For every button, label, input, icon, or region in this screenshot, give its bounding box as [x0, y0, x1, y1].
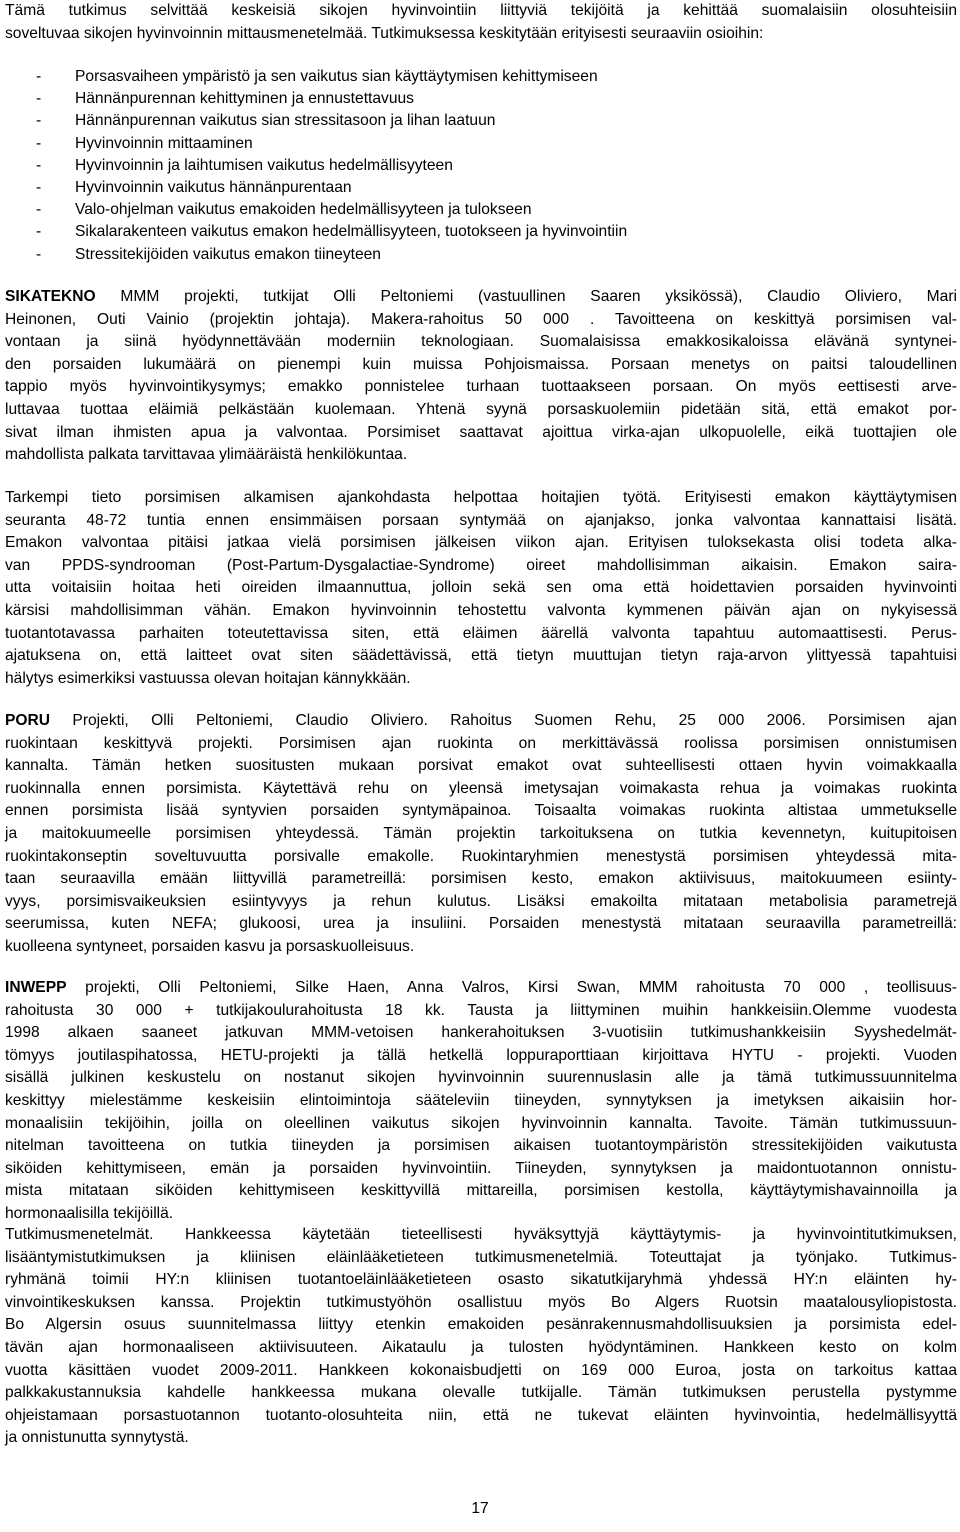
sikatekno-paragraph	[5, 286, 957, 467]
text-line: vuotta käsittäen vuodet 2009-2011. Hankkeen kokonaisbudjetti on 169 000 Euroa, josta on tarkoitus kattaa	[5, 1361, 957, 1379]
text-line: seuranta 48-72 tuntia ennen ensimmäisen porsaan syntymää on ajanjakso, jonka valvontaa kannattaisi lisätä.	[5, 511, 957, 529]
text-line: hälytys esimerkiksi vastuussa olevan hoitajan kännykkään.	[5, 669, 411, 687]
list-item-text: Valo-ohjelman vaikutus emakoiden hedelmällisyyteen ja tulokseen	[75, 201, 532, 219]
text-line: Bo Algersin osuus suunnitelmassa liittyy etenkin emakoiden pesänrakennusmahdollisuuksien ja porsimista edel-	[5, 1316, 957, 1334]
list-dash: -	[36, 201, 42, 219]
list-item-text: Hännänpurennan kehittyminen ja ennustettavuus	[75, 90, 414, 108]
text-line: vontaan ja siinä hyödynnettävään moderniin teknologiaan. Suomalaisissa emakkosikaloissa elävänä syntynei-	[5, 333, 957, 351]
list-item	[5, 221, 905, 243]
list-dash: -	[36, 90, 42, 108]
text-line: den porsaiden lukumäärä on pienempi kuin muissa Pohjoismaissa. Porsaan menetys on paitsi taloudellinen	[5, 355, 957, 373]
text-run: MMM projekti, tutkijat Olli Peltoniemi (vastuullinen Saaren yksikössä), Claudio Oliviero, Mari	[95, 288, 957, 305]
text-line: sivat ilman ihmisten apua ja valvontaa. Porsimiset saattavat ajoittua virka-ajan ulkopuolelle, eikä tuottajien ole	[5, 423, 957, 441]
text-line: utta voitaisiin hoitaa heti oireiden ilmaannuttua, jolloin sekä sen oma että hoidettavien porsaiden hyvinvointi	[5, 579, 957, 597]
text-line: kannalta. Tämän hetken suositusten mukaan porsivat emakot ovat suhteellisesti ottaen hyvin voimakkaalla	[5, 757, 957, 775]
list-item-text: Hyvinvoinnin mittaaminen	[75, 134, 253, 152]
text-line: ja onnistunutta synnytystä.	[5, 1429, 189, 1447]
project-name: INWEPP	[5, 979, 67, 996]
text-line	[5, 286, 957, 309]
list-item	[5, 155, 905, 177]
list-dash: -	[36, 68, 42, 85]
topic-list	[5, 66, 905, 266]
tarkempi-paragraph	[5, 487, 957, 690]
text-line: ruokinnalla ennen porsimista. Käytettävä rehu on yleensä imetysajan voimakasta rehua ja voimakas ruokinta	[5, 779, 957, 797]
text-line: siköiden kehittymiseen, emän ja porsaiden hyvinvointiin. Tiineyden, synnytyksen ja maidontuotannon onnistu-	[5, 1159, 957, 1177]
text-line: van PPDS-syndrooman (Post-Partum-Dysgalactiae-Syndrome) oireet mahdollisimman aikaisin. Emakon saira-	[5, 556, 957, 574]
poru-paragraph	[5, 710, 957, 959]
list-dash: -	[36, 179, 42, 197]
text-line: keskittyy mielestämme keskeisiin elintoimintoja sääteleviin tiineyden, synnytyksen ja imetyksen aikaisiin hor-	[5, 1091, 957, 1109]
text-line: rahoitusta 30 000 + tutkijakoulurahoitusta 18 kk. Tausta ja liittyminen muihin hankkeisiin.Olemme vuodesta	[5, 1001, 957, 1019]
text-line: sisällä julkinen keskustelu on nostanut sikojen hyvinvoinnin suurennuslasin alle ja tämä tutkimussuunnitelma	[5, 1069, 957, 1087]
text-line: mahdollista palkata tarvittavaa ylimääräistä henkilökuntaa.	[5, 446, 408, 464]
list-item-text: Stressitekijöiden vaikutus emakon tiineyteen	[75, 245, 381, 263]
list-dash: -	[36, 223, 42, 241]
list-item	[5, 199, 905, 221]
intro-paragraph	[5, 0, 957, 45]
text-line: ohjeistamaan porsastuotannon tuotanto-olosuhteita niin, että ne tukevat eläinten hyvinvointia, hedelmällisyyttä	[5, 1406, 957, 1424]
text-line: luttavaa tuottaa eläimiä pelkästään kuolemaan. Yhtenä syynä porsaskuolemiin pidetään sitä, että emakot por-	[5, 400, 957, 418]
list-item-text: Sikalarakenteen vaikutus emakon hedelmällisyyteen, tuotokseen ja hyvinvointiin	[75, 223, 628, 241]
text-line: kärsisi mahdollisimman vähän. Emakon hyvinvoinnin tehostettu valvonta kymmenen päivän ajan on nykyisessä	[5, 601, 957, 619]
inwepp-paragraph	[5, 977, 957, 1226]
text-line: Tämä tutkimus selvittää keskeisiä sikojen hyvinvointiin liittyviä tekijöitä ja kehittää suomalaisiin olosuhteisiin	[5, 2, 957, 19]
text-line: seerumissa, kuten NEFA; glukoosi, urea ja insuliini. Porsaiden menestystä mitataan seuraavilla parametreillä:	[5, 915, 957, 933]
list-item	[5, 244, 905, 266]
text-line: lisääntymistutkimuksen ja kliinisen eläinlääketieteen tutkimusmenetelmiä. Toteuttajat ja työnjako. Tutkimus-	[5, 1248, 957, 1266]
text-line: tappio myös hyvinvointikysymys; emakko ponnistelee turhaan tuottaakseen porsaan. On myös eettisesti arve-	[5, 378, 957, 396]
list-item	[5, 110, 905, 132]
text-line: Tutkimusmenetelmät. Hankkeessa käytetään tieteellisesti hyväksyttyjä käyttäytymis- ja hyvinvointitutkimuksen,	[5, 1226, 957, 1243]
text-line: ryhmänä toimii HY:n kliinisen tuotantoeläinlääketieteen osasto sikatutkijaryhmä yhdessä HY:n eläinten hy-	[5, 1271, 957, 1289]
list-item-text: Hyvinvoinnin vaikutus hännänpurentaan	[75, 179, 352, 197]
text-line: palkkakustannuksia kahdelle hankkeessa mukana olevalle tutkijalle. Tämän tutkimuksen perustella pystymme	[5, 1384, 957, 1402]
project-name: PORU	[5, 712, 51, 729]
text-line: soveltuvaa sikojen hyvinvoinnin mittausmenetelmää. Tutkimuksessa keskitytään erityisesti seuraaviin osioihin:	[5, 24, 764, 42]
list-dash: -	[36, 245, 42, 263]
text-line: monaalisiin tekijöihin, joilla on oleellinen vaikutus sikojen hyvinvoinnin kannalta. Tavoite. Tämän tutkimussuun-	[5, 1114, 957, 1132]
menetelmat-paragraph	[5, 1224, 957, 1450]
text-line	[5, 977, 957, 1000]
text-line: Heinonen, Outi Vainio (projektin johtaja). Makera-rahoitus 50 000 . Tavoitteena on keskittyä porsimisen val-	[5, 310, 957, 328]
list-item	[5, 66, 905, 88]
list-item-text: Hyvinvoinnin ja laihtumisen vaikutus hedelmällisyyteen	[75, 156, 453, 174]
project-name: SIKATEKNO	[5, 288, 96, 305]
text-line: vinvointikeskuksen kanssa. Projektin tutkimustyöhön osallistuu myös Bo Algers Ruotsin maatalousyliopistosta.	[5, 1293, 957, 1311]
text-line: tävän ajan hormonaaliseen aktiivisuuteen. Aikataulu ja tulosten hyödyntäminen. Hankkeen kesto on kolm	[5, 1338, 957, 1356]
list-item	[5, 88, 905, 110]
text-line: tuotantotavassa parhaiten toteutettavissa siten, että eläimen äärellä valvonta tapahtuu automaattisesti. Perus-	[5, 624, 957, 642]
list-item	[5, 133, 905, 155]
text-line: kuolleena syntyneet, porsaiden kasvu ja porsaskuolleisuus.	[5, 937, 415, 955]
list-item-text: Hännänpurennan vaikutus sian stressitasoon ja lihan laatuun	[75, 112, 496, 130]
text-line: ennen porsimista lisää syntyvien porsaiden syntymäpainoa. Toisaalta voimakas ruokinta altistaa ummetukselle	[5, 802, 957, 820]
list-item-text: Porsasvaiheen ympäristö ja sen vaikutus sian käyttäytymisen kehittymiseen	[75, 68, 598, 85]
text-line: Tarkempi tieto porsimisen alkamisen ajankohdasta helpottaa hoitajien työtä. Erityisesti emakon käyttäytymisen	[5, 489, 957, 506]
text-line: ruokintaan keskittyvä projekti. Porsimisen ajan ruokinta on merkittävässä roolissa porsimisen onnistumisen	[5, 734, 957, 752]
text-line	[5, 710, 957, 733]
page-number: 17	[471, 1500, 489, 1517]
list-dash: -	[36, 156, 42, 174]
text-line: hormonaalisilla tekijöillä.	[5, 1204, 174, 1222]
text-line: Emakon valvontaa pitäisi jatkaa vielä porsimisen jälkeisen viikon ajan. Erityisen tuloksekasta olisi todeta alka-	[5, 534, 957, 552]
text-line: tömyys joutilaspihatossa, HETU-projekti ja tällä hetkellä loppuraporttiaan kirjoittava HYTU - projekti. Vuoden	[5, 1046, 957, 1064]
text-run: projekti, Olli Peltoniemi, Silke Haen, Anna Valros, Kirsi Swan, MMM rahoitusta 70 000 , teollisuus-	[66, 979, 957, 996]
text-run: Projekti, Olli Peltoniemi, Claudio Oliviero. Rahoitus Suomen Rehu, 25 000 2006. Porsimisen ajan	[50, 712, 957, 729]
list-dash: -	[36, 134, 42, 152]
text-line: vyys, porsimisvaikeuksien esiintyvyys ja rehun kulutus. Lisäksi emakoilta mitataan metabolisia parametrejä	[5, 892, 957, 910]
text-line: ajatuksena on, että laitteet ovat siten säädettävissä, että tietyn muuttujan tietyn raja-arvon ylittyessä tapahtuisi	[5, 647, 957, 665]
text-line: taan seuraavilla emään liittyvillä parametreillä: porsimisen kesto, emakon aktiivisuus, maitokuumeen esiinty-	[5, 870, 957, 888]
text-line: 1998 alkaen saaneet jatkuvan MMM-vetoisen hankerahoituksen 3-vuotisiin tutkimushankkeisiin Syyshedelmät-	[5, 1024, 957, 1042]
text-line: ruokintakonseptin soveltuvuutta porsivalle emakolle. Ruokintaryhmien menestystä porsimisen yhteydessä mita-	[5, 847, 957, 865]
text-line: mista mitataan siköiden kehittymiseen keskittyvillä mittareilla, porsimisen kestolla, käyttäytymishavainnoilla ja	[5, 1182, 957, 1200]
text-line: ja maitokuumeelle porsimisen yhteydessä. Tämän projektin tarkoituksena on tutkia kevennetyn, kuitupitoisen	[5, 824, 957, 842]
list-item	[5, 177, 905, 199]
text-line: nitelman tavoitteena on tutkia tiineyden ja porsimisen aikaisen tuotantoympäristön stressitekijöiden vaikutusta	[5, 1137, 957, 1155]
list-dash: -	[36, 112, 42, 130]
